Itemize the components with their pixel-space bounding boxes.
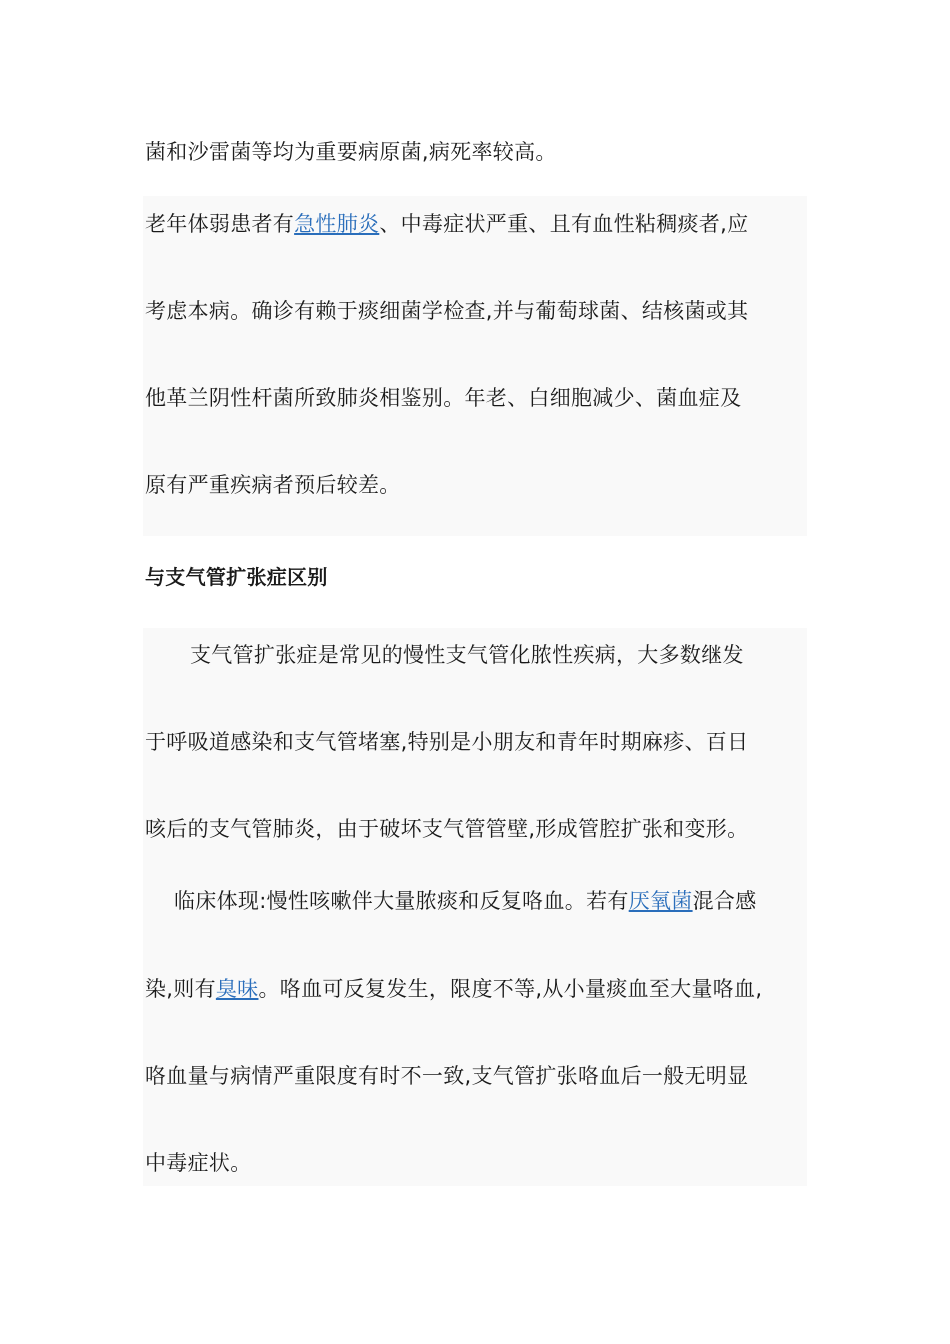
- intro-text: 菌和沙雷菌等均为重要病原菌,病死率较高。: [145, 140, 557, 164]
- para1-text-l2: 考虑本病。确诊有赖于痰细菌学检查,并与葡萄球菌、结核菌或其: [145, 299, 749, 323]
- link-odor[interactable]: 臭味: [215, 977, 259, 1001]
- para3-text-a: 临床体现:慢性咳嗽伴大量脓痰和反复咯血。若有: [174, 889, 629, 913]
- para3-text-l3: 咯血量与病情严重限度有时不一致,支气管扩张咯血后一般无明显: [145, 1064, 749, 1088]
- section-heading: [145, 562, 328, 592]
- para3-text-l2b: 。咯血可反复发生，限度不等,从小量痰血至大量咯血,: [258, 977, 763, 1001]
- para3-text-l2a: 染,则有: [145, 977, 216, 1001]
- para2-line1: [190, 640, 744, 670]
- para3-text-l4: 中毒症状。: [145, 1151, 252, 1175]
- para1-line1: [145, 209, 748, 239]
- para2-text-l2: 于呼吸道感染和支气管堵塞,特别是小朋友和青年时期麻疹、百日: [145, 730, 749, 754]
- para3-line2: [145, 974, 762, 1004]
- para1-text-a: 老年体弱患者有: [145, 212, 295, 236]
- para1-text-l4: 原有严重疾病者预后较差。: [145, 473, 401, 497]
- para2-line2: [145, 727, 748, 757]
- heading-text: 与支气管扩张症区别: [145, 565, 328, 589]
- para1-text-l3: 他革兰阴性杆菌所致肺炎相鉴别。年老、白细胞减少、菌血症及: [145, 386, 742, 410]
- para3-line3: [145, 1061, 748, 1091]
- para2-line3: [145, 814, 748, 844]
- intro-line: [145, 137, 557, 167]
- para2-text-l3: 咳后的支气管肺炎，由于破坏支气管管壁,形成管腔扩张和变形。: [145, 817, 749, 841]
- para1-line3: [145, 383, 741, 413]
- para1-line2: [145, 296, 748, 326]
- para1-line4: [145, 470, 401, 500]
- para3-line4: [145, 1148, 252, 1178]
- para1-text-b: 、中毒症状严重、且有血性粘稠痰者,应: [379, 212, 749, 236]
- para3-text-b: 混合感: [692, 889, 757, 913]
- link-acute-pneumonia[interactable]: 急性肺炎: [294, 212, 380, 236]
- para3-line1: [174, 886, 757, 916]
- para2-text-l1: 支气管扩张症是常见的慢性支气管化脓性疾病，大多数继发: [190, 643, 744, 667]
- link-anaerobes[interactable]: 厌氧菌: [628, 889, 693, 913]
